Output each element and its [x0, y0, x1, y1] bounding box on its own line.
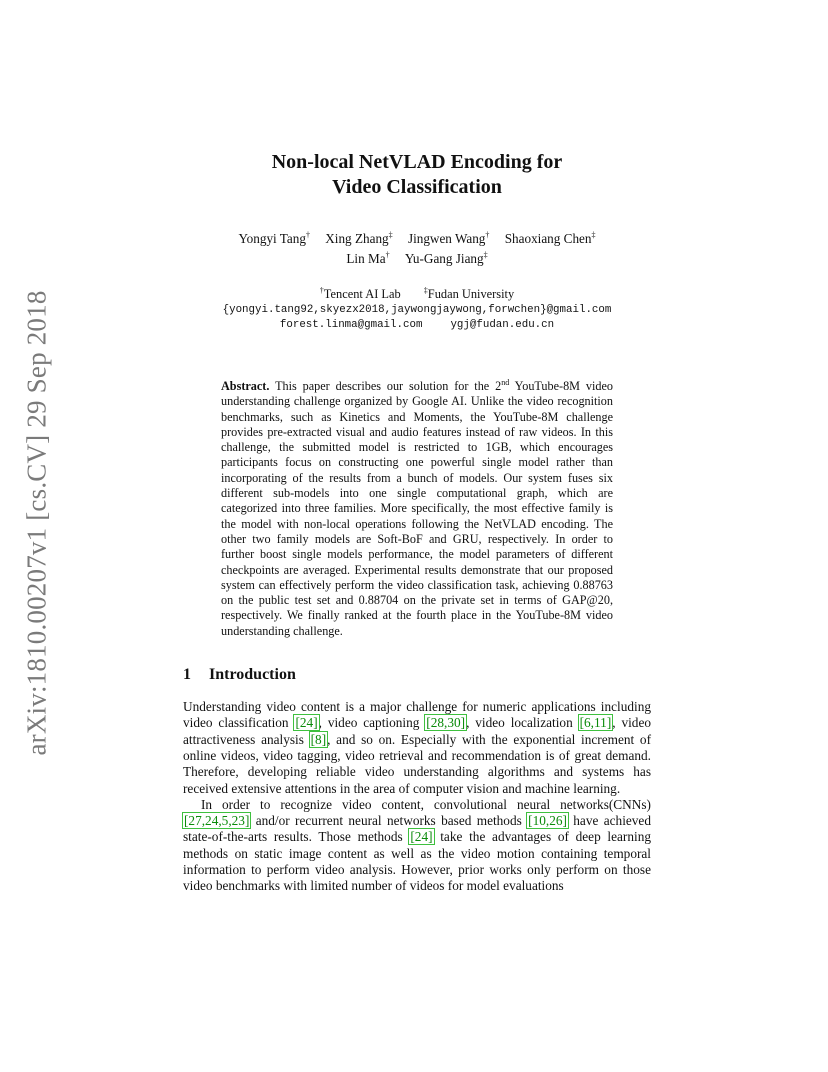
section-title: Introduction [209, 666, 296, 684]
email-forest-linma: forest.linma@gmail.com [279, 318, 423, 331]
affiliation-fudan: ‡Fudan University [423, 285, 515, 301]
abstract-label: Abstract. [221, 378, 270, 393]
citation-link[interactable]: [6,11] [579, 715, 612, 731]
section-heading-introduction [183, 665, 651, 685]
email-line-2 [183, 318, 651, 333]
email-ygj: ygj@fudan.edu.cn [450, 318, 555, 331]
author-emails [183, 303, 651, 333]
author-row-1 [183, 228, 651, 247]
abstract-text-a: This paper describes our solution for the 2 [269, 378, 502, 393]
citation-link[interactable]: [27,24,5,23] [184, 813, 250, 829]
author-name: Jingwen Wang† [407, 231, 490, 247]
abstract-superscript: nd [501, 377, 510, 387]
paper-title [183, 150, 651, 200]
arxiv-identifier-stamp [20, 285, 54, 760]
author-name: Lin Ma† [346, 250, 390, 266]
author-name: Shaoxiang Chen‡ [504, 231, 596, 247]
author-name: Yu-Gang Jiang‡ [404, 250, 488, 266]
author-list [183, 228, 651, 267]
paper-title-line-2: Video Classification [332, 176, 502, 198]
paragraph-2: In order to recognize video content, convolutional neural networks(CNNs) [27,24,5,23] and/or recurrent neural networks based methods [10,26] have achieved state-of-the-arts results. Those methods [24] take the advantages of deep learning methods on static image content as well as the video motion containing temporal information to perform video analysis. However, prior works only perform on those video benchmarks with limited number of videos for model evaluations [183, 796, 651, 894]
affiliations [183, 283, 651, 302]
paper-page [183, 150, 651, 895]
author-name: Yongyi Tang† [238, 231, 310, 247]
abstract [221, 375, 613, 639]
author-row-2 [183, 247, 651, 266]
arxiv-stamp-text: arXiv:1810.00207v1 [cs.CV] 29 Sep 2018 [21, 289, 52, 756]
abstract-text-b: YouTube-8M video understanding challenge organized by Google AI. Unlike the video recognition benchmarks, such as Kinetics and Moments, the YouTube-8M challenge provides pre-extracted visual and audio features instead of raw videos. In this challenge, the submitted model is restricted to 1GB, which encourages participants focus on constructing one powerful single model rather than incorporating of the results from a bunch of models. Our system fuses six different sub-models into one single computational graph, which are categorized into three families. More specifically, the most effective family is the model with non-local operations following the NetVLAD encoding. The other two family models are Soft-BoF and GRU, respectively. In order to further boost single models performance, the model parameters of different checkpoints are averaged. Experimental results demonstrate that our proposed system can effectively perform the video classification task, achieving 0.88763 on the public test set and 0.88704 on the private set in terms of GAP@20, respectively. We finally ranked at the fourth place in the YouTube-8M video understanding challenge. [221, 378, 613, 638]
author-name: Xing Zhang‡ [325, 231, 393, 247]
paper-title-line-1: Non-local NetVLAD Encoding for [271, 151, 563, 173]
citation-link[interactable]: [28,30] [426, 715, 466, 731]
paragraph-1: Understanding video content is a major challenge for numeric applications including video classification [24], video captioning [28,30], video localization [6,11], video attractiveness analysis [8], and so on. Especially with the exponential increment of online videos, video tagging, video retrieval and recommendation is of great demand. Therefore, developing reliable video understanding algorithms and systems has received extensive attentions in the area of computer vision and machine learning. [183, 699, 651, 796]
affiliation-tencent: †Tencent AI Lab [319, 285, 401, 301]
citation-link[interactable]: [24] [295, 715, 318, 731]
citation-link[interactable]: [10,26] [528, 813, 567, 829]
introduction-body [183, 699, 651, 895]
citation-link[interactable]: [8] [310, 731, 327, 747]
section-number: 1 [183, 666, 191, 684]
email-line-1: {yongyi.tang92,skyezx2018,jaywongjaywong,forwchen}@gmail.com [222, 303, 612, 316]
citation-link[interactable]: [24] [410, 829, 433, 845]
